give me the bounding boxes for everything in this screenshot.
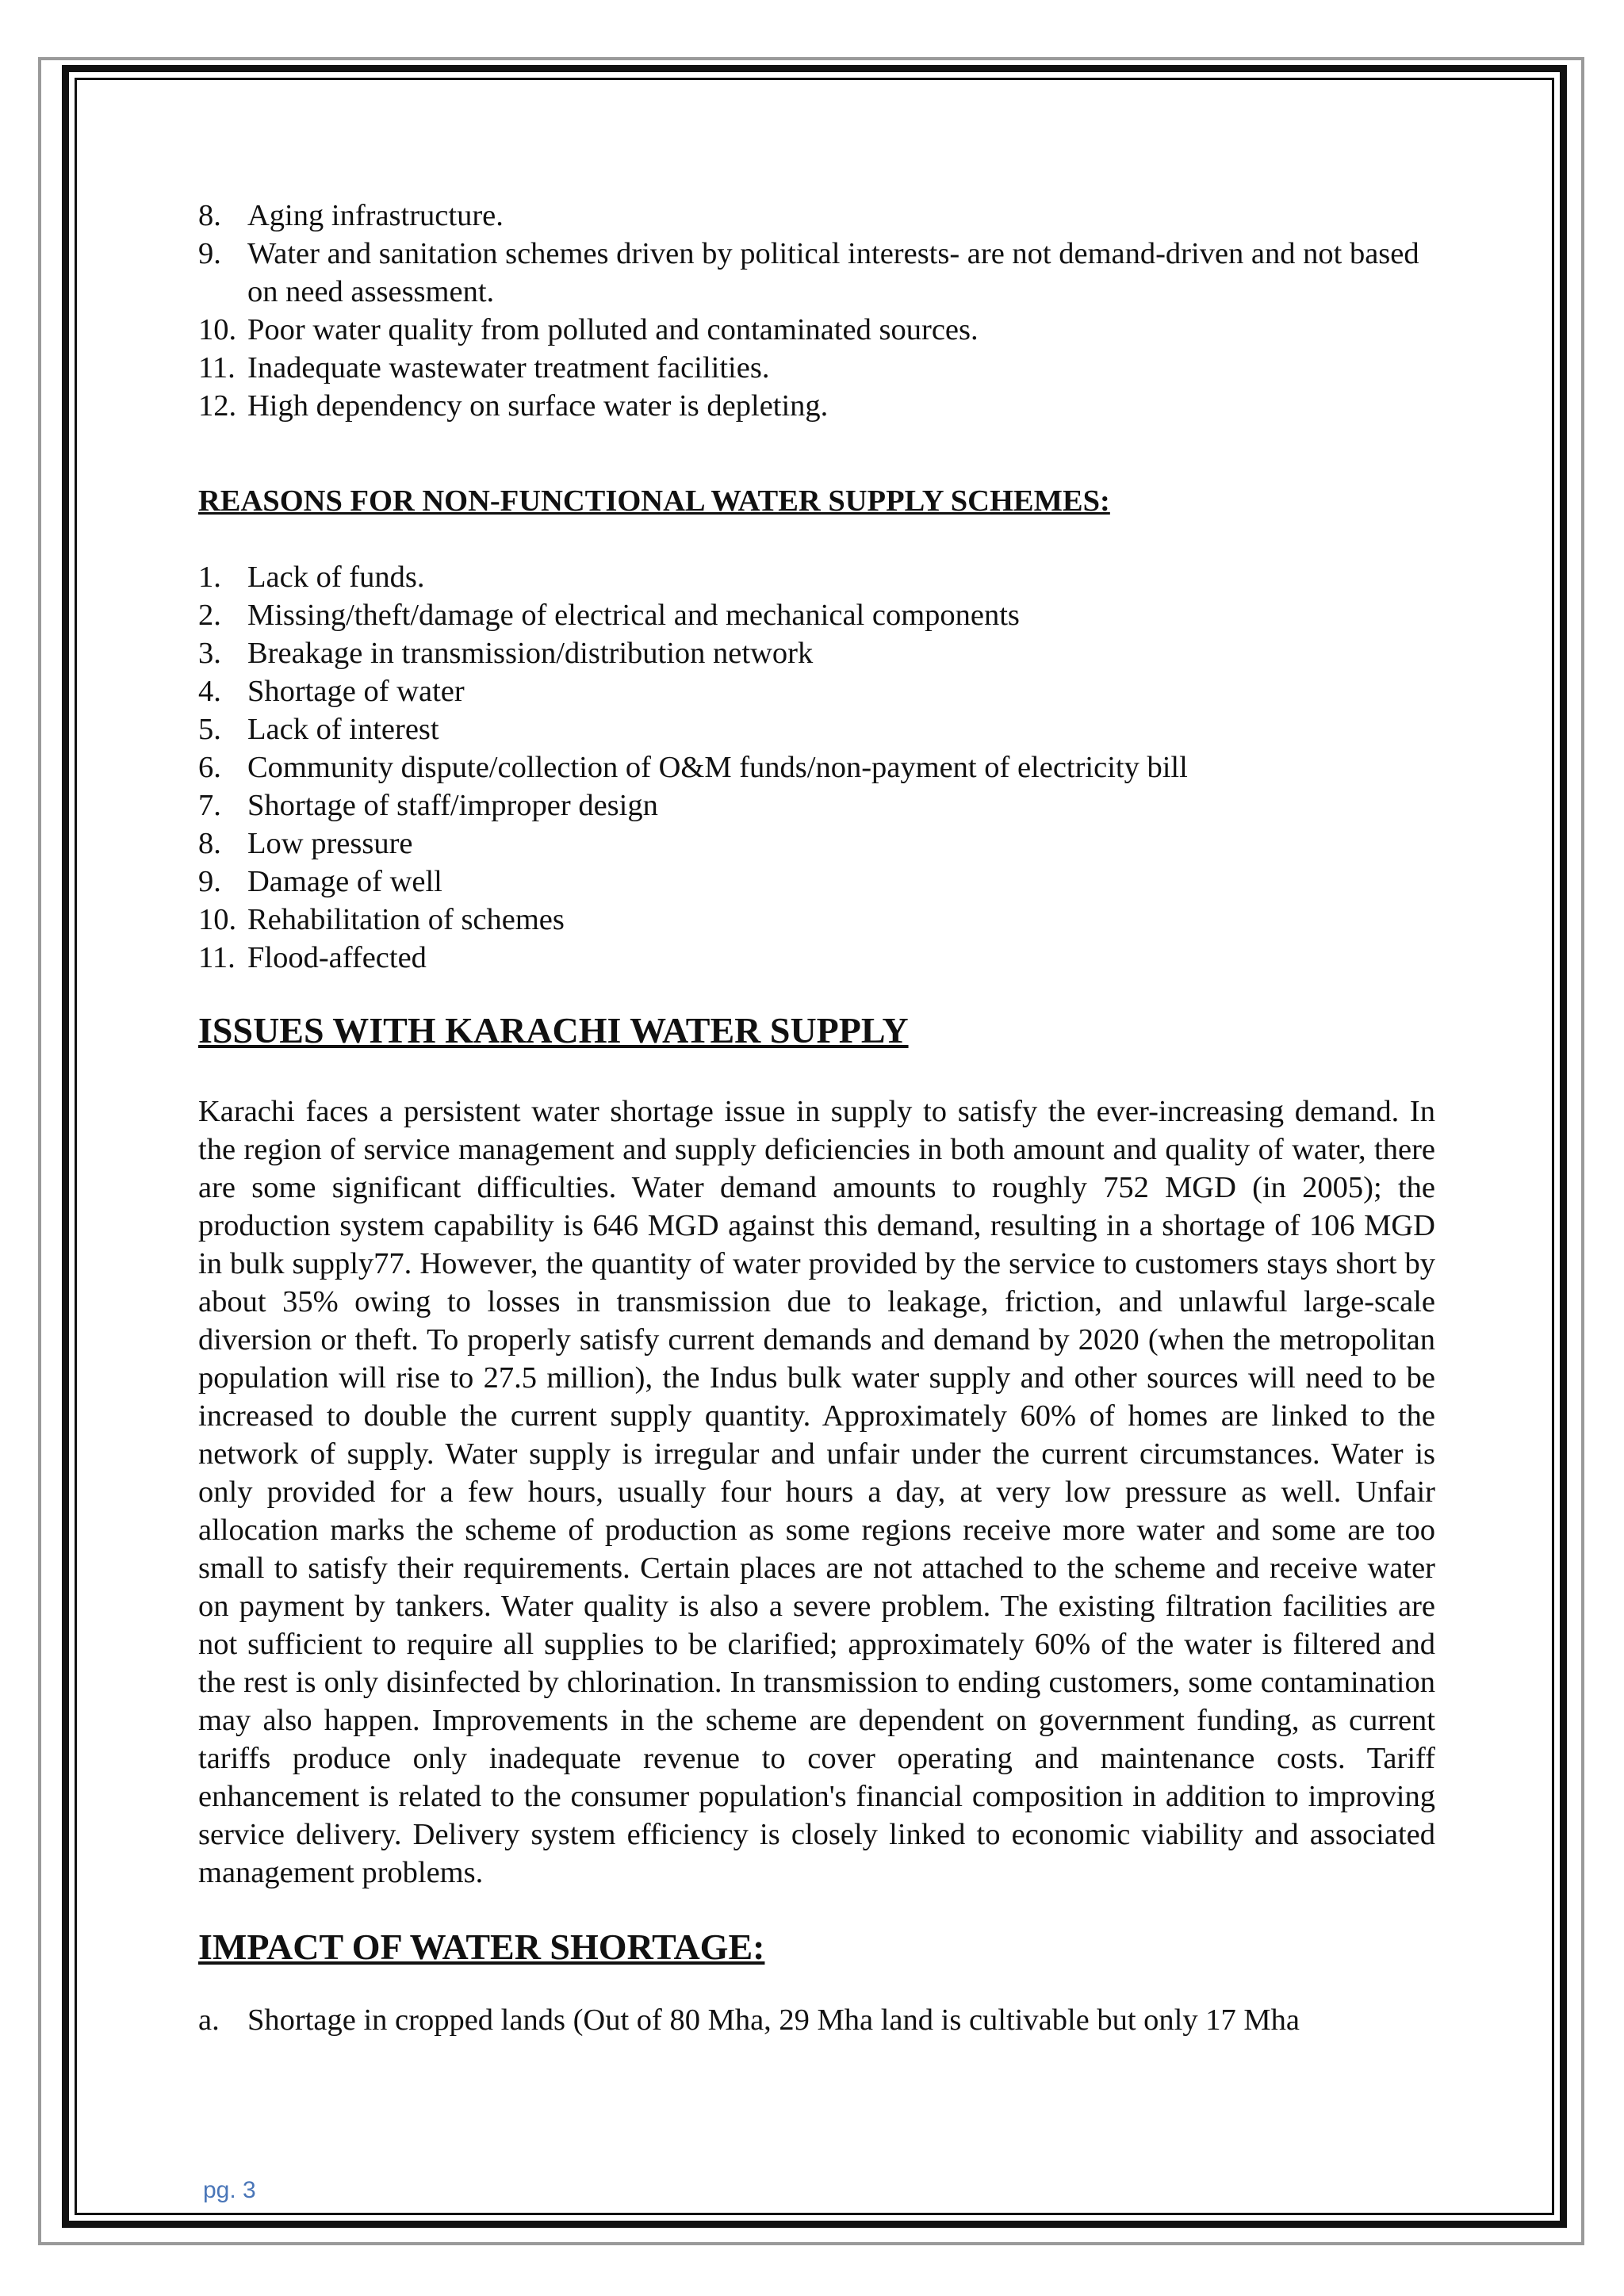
list-item: 2. Missing/theft/damage of electrical and mechanical components bbox=[198, 599, 1020, 632]
list-item: 6. Community dispute/collection of O&M funds/non-payment of electricity bill bbox=[198, 751, 1188, 784]
challenges-list-continued bbox=[198, 197, 1435, 425]
list-item: 12. High dependency on surface water is depleting. bbox=[198, 389, 829, 423]
impact-heading: IMPACT OF WATER SHORTAGE: bbox=[198, 1927, 765, 1967]
list-item: a. Shortage in cropped lands (Out of 80 Mha, 29 Mha land is cultivable but only 17 Mha bbox=[198, 2003, 1300, 2037]
list-item: 11. Inadequate wastewater treatment facilities. bbox=[198, 351, 770, 385]
karachi-heading: ISSUES WITH KARACHI WATER SUPPLY bbox=[198, 1010, 909, 1050]
page-number: pg. 3 bbox=[203, 2177, 256, 2203]
list-item: 8. Aging infrastructure. bbox=[198, 199, 504, 232]
karachi-paragraph: Karachi faces a persistent water shortage issue in supply to satisfy the ever-increasing demand. In the region of service management and supply deficiencies in both amount and quality of water, there are some significant difficulties. Water demand amounts to roughly 752 MGD (in 2005); the production system capability is 646 MGD against this demand, resulting in a shortage of 106 MGD in bulk supply77. However, the quantity of water provided by the service to customers stays short by about 35% owing to losses in transmission due to leakage, friction, and unlawful large-scale diversion or theft. To properly satisfy current demands and demand by 2020 (when the metropolitan population will rise to 27.5 million), the Indus bulk water supply and other sources will need to be increased to double the current supply quantity. Approximately 60% of homes are linked to the network of supply. Water supply is irregular and unfair under the current circumstances. Water is only provided for a few hours, usually four hours a day, at very low pressure as well. Unfair allocation marks the scheme of production as some regions receive more water and some are too small to satisfy their requirements. Certain places are not attached to the scheme and receive water on payment by tankers. Water quality is also a severe problem. The existing filtration facilities are not sufficient to require all supplies to be clarified; approximately 60% of the water is filtered and the rest is only disinfected by chlorination. In transmission to ending customers, some contamination may also happen. Improvements in the scheme are dependent on government funding, as current tariffs produce only inadequate revenue to cover operating and maintenance costs. Tariff enhancement is related to the consumer population's financial composition in addition to improving service delivery. Delivery system efficiency is closely linked to economic viability and associated management problems. bbox=[198, 1095, 1435, 1889]
list-item: 1. Lack of funds. bbox=[198, 561, 425, 594]
list-item: 9. Water and sanitation schemes driven by political interests- are not demand-driven and not based on need assessment. bbox=[198, 237, 1419, 308]
list-item: 3. Breakage in transmission/distribution network bbox=[198, 637, 814, 670]
list-item: 10. Rehabilitation of schemes bbox=[198, 903, 565, 936]
list-item: 5. Lack of interest bbox=[198, 713, 439, 746]
list-item: 8. Low pressure bbox=[198, 827, 413, 860]
list-item: 4. Shortage of water bbox=[198, 675, 465, 708]
reasons-heading: REASONS FOR NON-FUNCTIONAL WATER SUPPLY SCHEMES: bbox=[198, 484, 1110, 518]
list-item: 7. Shortage of staff/improper design bbox=[198, 789, 658, 822]
list-item: 10. Poor water quality from polluted and contaminated sources. bbox=[198, 313, 979, 346]
impact-list bbox=[198, 2001, 1435, 2039]
document-body bbox=[198, 197, 1435, 2039]
list-item: 11. Flood-affected bbox=[198, 941, 427, 974]
reasons-list bbox=[198, 558, 1435, 977]
list-item: 9. Damage of well bbox=[198, 865, 442, 898]
